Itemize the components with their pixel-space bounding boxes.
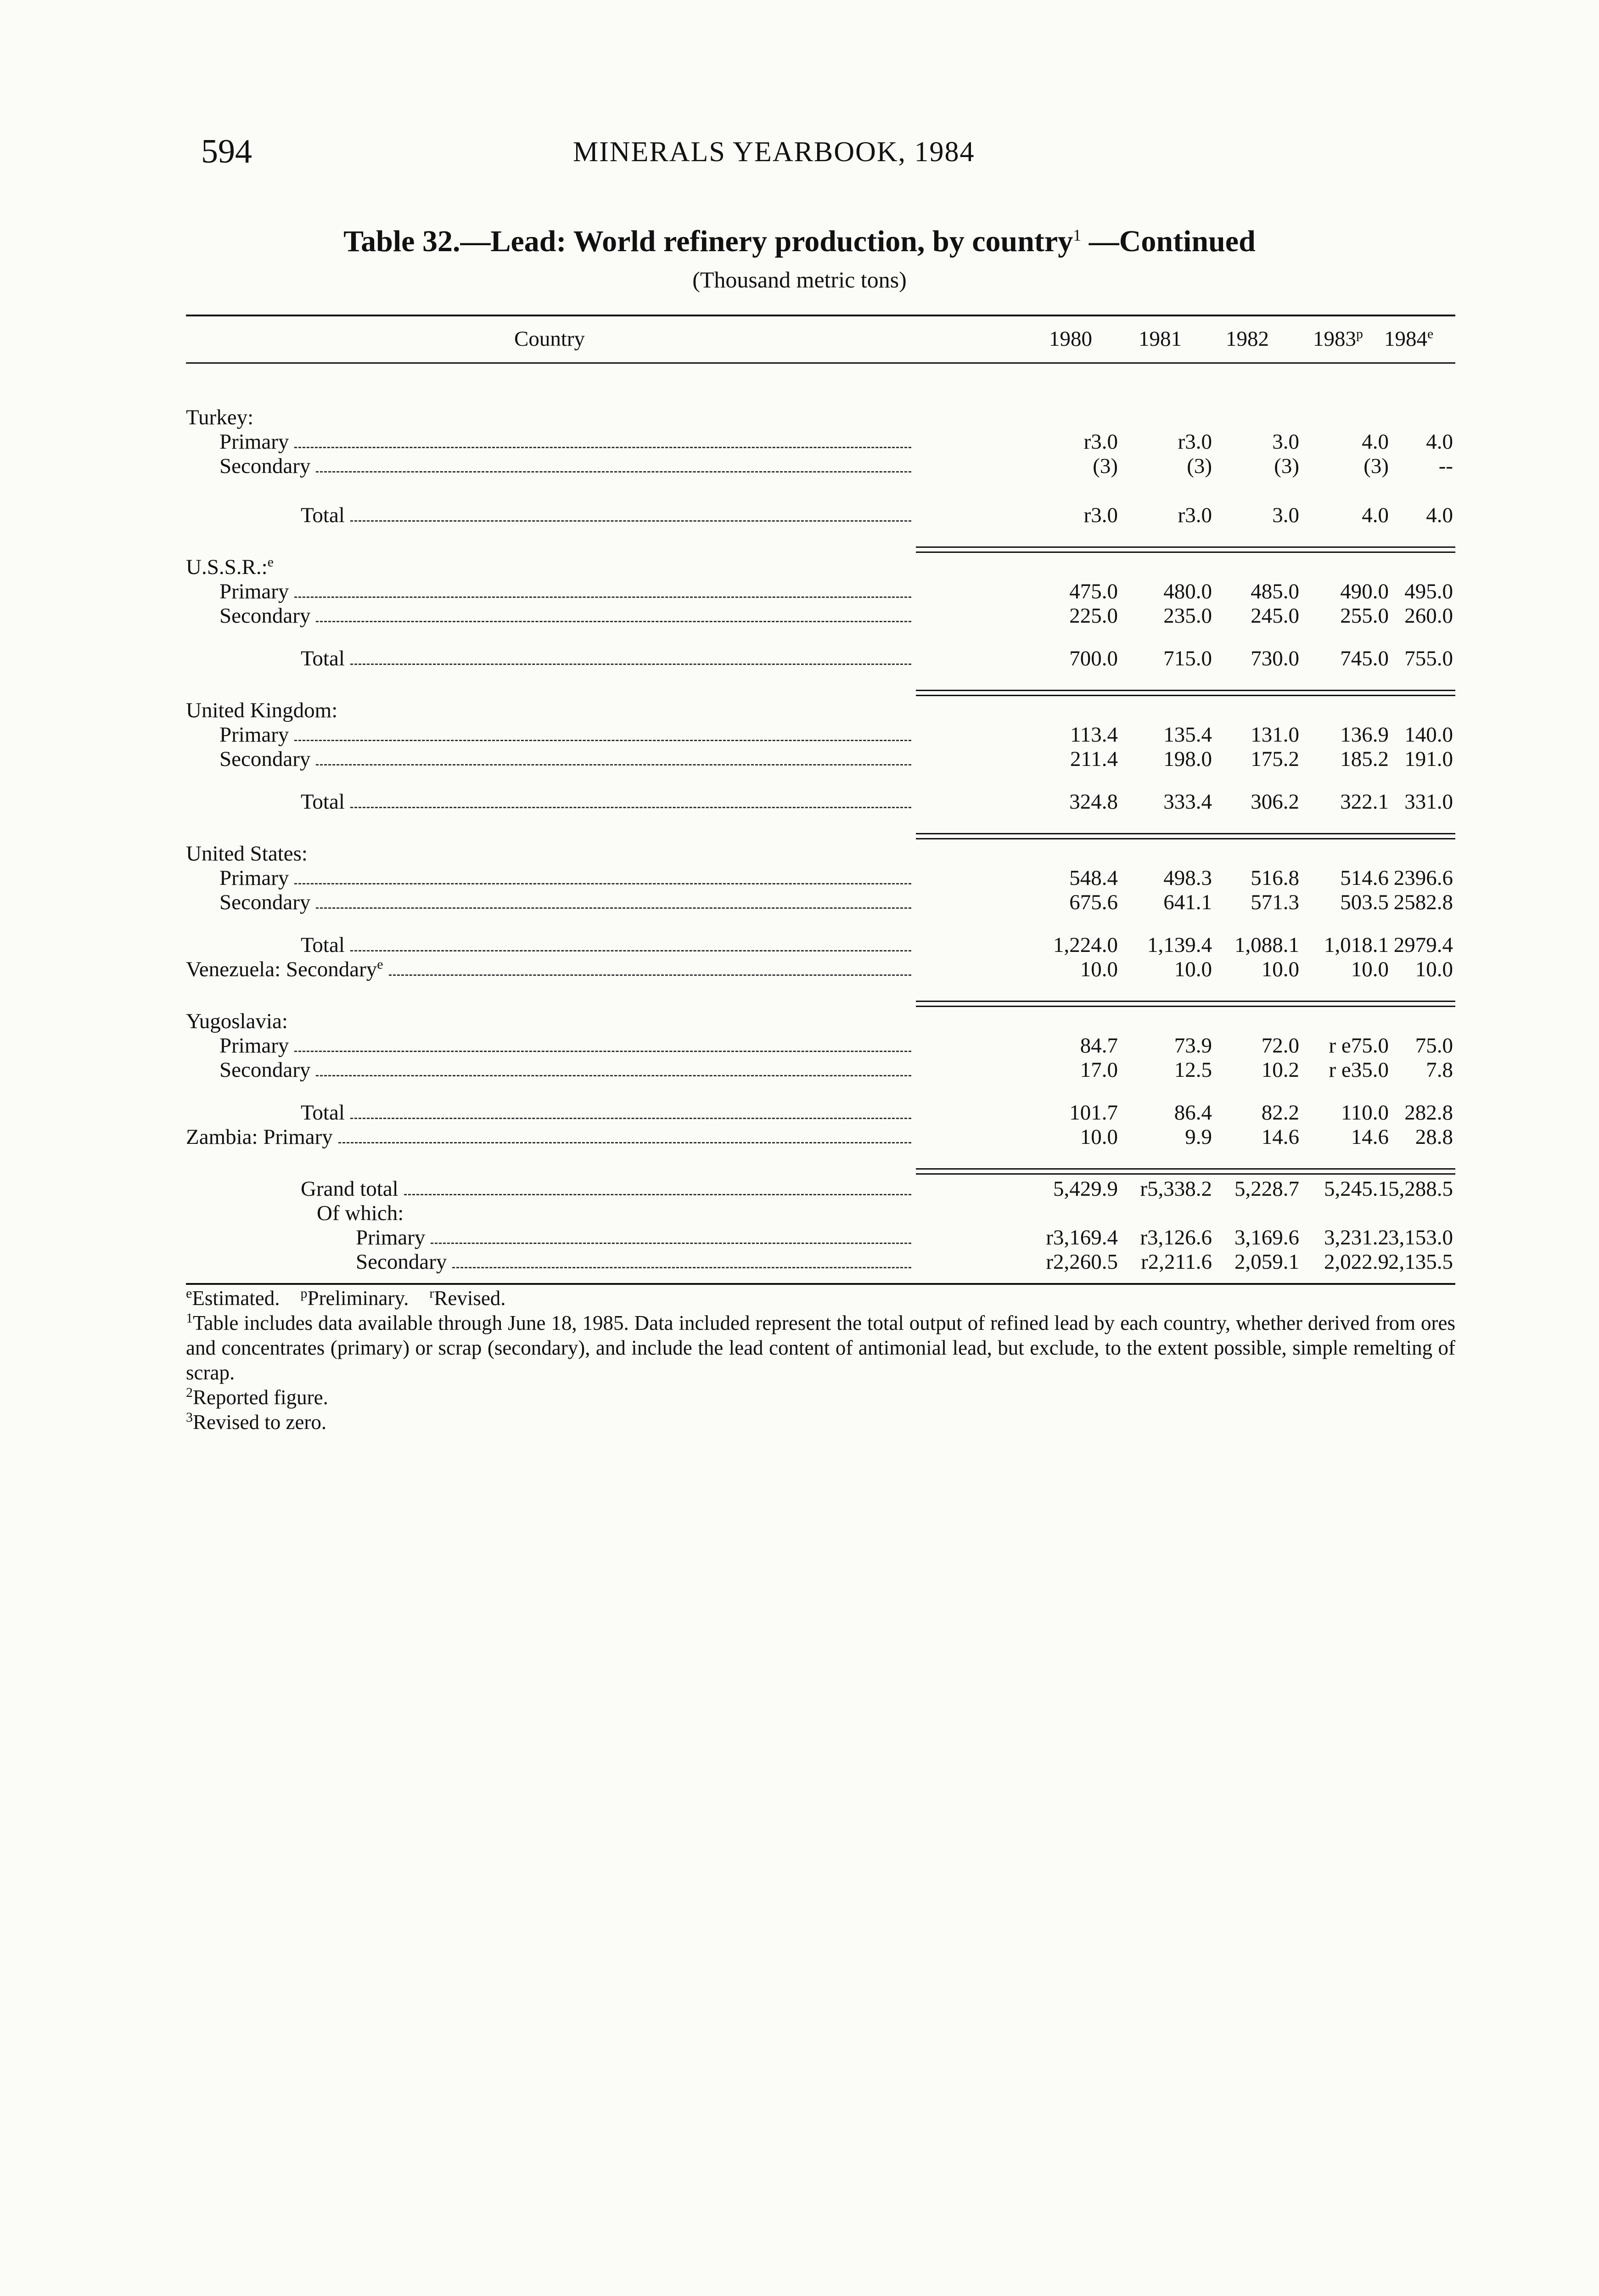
total-double-rule (186, 1000, 1455, 1009)
dot-leader (294, 1033, 911, 1058)
table-row (186, 603, 1455, 628)
row-label: Primary (356, 1226, 426, 1249)
group-heading: United Kingdom: (186, 698, 338, 722)
row-label: Total (301, 647, 345, 670)
value-cell: 514.6 (1340, 866, 1389, 890)
row-label: Primary (219, 866, 289, 890)
table-row (186, 722, 1455, 747)
total-double-rule (186, 832, 1455, 841)
value-cell: 191.0 (1404, 747, 1453, 771)
row-label: Primary (219, 430, 289, 454)
value-cell: r3,169.4 (1046, 1226, 1118, 1249)
value-cell: 84.7 (1080, 1034, 1118, 1058)
row-label: Venezuela: Secondary$^e$ (186, 957, 383, 981)
legend-line: $^e$Estimated. $^p$Preliminary. $^r$Revised. (186, 1286, 506, 1310)
value-cell: r3.0 (1178, 503, 1212, 527)
col-1980: 1980 (1049, 327, 1092, 351)
footnote-3: $^3$Revised to zero. (186, 1410, 327, 1434)
value-cell: r2,260.5 (1046, 1250, 1118, 1274)
row-label: Zambia: Primary (186, 1125, 333, 1149)
value-cell: 10.0 (1351, 957, 1389, 981)
value-cell: 10.0 (1261, 957, 1299, 981)
row-label: Grand total (301, 1177, 398, 1201)
running-head: MINERALS YEARBOOK, 1984 (573, 136, 975, 168)
group-heading: United States: (186, 842, 308, 866)
value-cell: r5,338.2 (1140, 1177, 1212, 1201)
country-header: Country (514, 327, 585, 351)
value-cell: 225.0 (1069, 604, 1118, 628)
value-cell: 75.0 (1415, 1034, 1453, 1058)
dot-leader (431, 1225, 911, 1249)
dot-leader (350, 646, 911, 670)
value-cell: 3,169.6 (1234, 1226, 1299, 1249)
value-cell: 110.0 (1341, 1101, 1389, 1125)
dot-leader (294, 722, 911, 747)
row-label: Total (301, 790, 345, 814)
total-double-rule (186, 546, 1455, 555)
dot-leader (316, 747, 911, 771)
dot-leader (350, 789, 911, 814)
dot-leader (404, 1176, 911, 1201)
value-cell: 5,228.7 (1234, 1177, 1299, 1201)
value-cell: 282.8 (1404, 1101, 1453, 1125)
row-label: Secondary (219, 747, 311, 771)
dot-leader (294, 579, 911, 603)
value-cell: 260.0 (1404, 604, 1453, 628)
total-double-rule (186, 1167, 1455, 1176)
value-cell: 715.0 (1163, 647, 1212, 670)
value-cell: 5,288.5 (1388, 1177, 1453, 1201)
value-cell: 14.6 (1261, 1125, 1299, 1149)
value-cell: 324.8 (1069, 790, 1118, 814)
table-row (186, 579, 1455, 603)
value-cell: 306.2 (1251, 790, 1299, 814)
table-row (186, 1225, 1455, 1249)
row-label: Secondary (219, 604, 311, 628)
value-cell: 503.5 (1340, 890, 1389, 914)
value-cell: (3) (1093, 454, 1118, 478)
dot-leader (350, 503, 911, 527)
value-cell: 495.0 (1404, 580, 1453, 603)
table-row (186, 1249, 1455, 1274)
col-1982: 1982 (1226, 327, 1269, 351)
total-row (186, 789, 1455, 814)
value-cell: 1,018.1 (1324, 933, 1389, 957)
value-cell: 73.9 (1174, 1034, 1212, 1058)
table-subtitle: (Thousand metric tons) (692, 267, 907, 293)
data-table (186, 315, 1455, 1285)
dot-leader (316, 454, 911, 478)
value-cell: 17.0 (1080, 1058, 1118, 1082)
value-cell: 131.0 (1251, 723, 1299, 747)
dot-leader (316, 603, 911, 628)
value-cell: 4.0 (1362, 430, 1389, 454)
grand-total-row (186, 1176, 1455, 1201)
value-cell: (3) (1274, 454, 1299, 478)
row-label: Secondary (219, 454, 311, 478)
table-row (186, 890, 1455, 914)
value-cell: 235.0 (1163, 604, 1212, 628)
value-cell: 140.0 (1404, 723, 1453, 747)
table-row (186, 957, 1455, 981)
value-cell: 9.9 (1185, 1125, 1212, 1149)
footnotes (186, 1286, 1455, 1435)
total-row (186, 933, 1455, 957)
value-cell: 245.0 (1251, 604, 1299, 628)
value-cell: 198.0 (1163, 747, 1212, 771)
value-cell: 3.0 (1272, 503, 1299, 527)
dot-leader (294, 429, 911, 454)
value-cell: 490.0 (1340, 580, 1389, 603)
value-cell: 498.3 (1163, 866, 1212, 890)
value-cell: 745.0 (1340, 647, 1389, 670)
value-cell: 5,245.1 (1324, 1177, 1389, 1201)
value-cell: 675.6 (1069, 890, 1118, 914)
value-cell: 2979.4 (1393, 933, 1453, 957)
value-cell: 755.0 (1404, 647, 1453, 670)
value-cell: r3.0 (1083, 430, 1118, 454)
dot-leader (316, 1058, 911, 1082)
value-cell: 12.5 (1174, 1058, 1212, 1082)
row-label: Total (301, 933, 345, 957)
value-cell: 2,022.9 (1324, 1250, 1389, 1274)
subtotal-rule (186, 478, 1455, 484)
group-heading: U.S.S.R.:$^e$ (186, 554, 274, 579)
value-cell: 2396.6 (1393, 866, 1453, 890)
value-cell: 641.1 (1163, 890, 1212, 914)
value-cell: 211.4 (1070, 747, 1118, 771)
value-cell: 113.4 (1070, 723, 1118, 747)
value-cell: 7.8 (1426, 1058, 1453, 1082)
value-cell: 28.8 (1415, 1125, 1453, 1149)
page-number: 594 (201, 133, 252, 170)
value-cell: 331.0 (1404, 790, 1453, 814)
table-row (186, 429, 1455, 454)
col-1983: 1983$^p$ (1313, 326, 1363, 351)
value-cell: 1,224.0 (1053, 933, 1118, 957)
value-cell: (3) (1187, 454, 1212, 478)
value-cell: 3,231.2 (1324, 1226, 1389, 1249)
total-row (186, 1100, 1455, 1125)
footnote-2: $^2$Reported figure. (186, 1385, 328, 1409)
value-cell: 548.4 (1069, 866, 1118, 890)
value-cell: r e35.0 (1329, 1058, 1389, 1082)
row-label: Secondary (356, 1250, 447, 1274)
col-1981: 1981 (1139, 327, 1182, 351)
value-cell: 1,139.4 (1147, 933, 1212, 957)
value-cell: 185.2 (1340, 747, 1389, 771)
table-row (186, 454, 1455, 478)
row-label: Secondary (219, 890, 311, 914)
dot-leader (294, 866, 911, 890)
dot-leader (452, 1249, 911, 1274)
value-cell: 72.0 (1261, 1034, 1299, 1058)
value-cell: 86.4 (1174, 1101, 1212, 1125)
value-cell: 4.0 (1426, 503, 1453, 527)
value-cell: 700.0 (1069, 647, 1118, 670)
value-cell: 2582.8 (1393, 890, 1453, 914)
bottom-rule (186, 1283, 1455, 1285)
value-cell: 2,135.5 (1388, 1250, 1453, 1274)
row-label: Primary (219, 580, 289, 603)
total-row (186, 503, 1455, 527)
value-cell: 82.2 (1261, 1101, 1299, 1125)
col-1984: 1984e (1384, 326, 1434, 351)
row-label: Total (301, 503, 345, 527)
table-row (186, 1058, 1455, 1082)
table-row (186, 1125, 1455, 1149)
table-row (186, 1033, 1455, 1058)
value-cell: 3.0 (1272, 430, 1299, 454)
header-row (186, 316, 1455, 362)
value-cell: r3,126.6 (1140, 1226, 1212, 1249)
value-cell: 2,059.1 (1234, 1250, 1299, 1274)
row-label: Total (301, 1101, 345, 1125)
value-cell: 322.1 (1340, 790, 1389, 814)
total-row (186, 646, 1455, 670)
value-cell: r3.0 (1178, 430, 1212, 454)
value-cell: (3) (1363, 454, 1389, 478)
value-cell: 136.9 (1340, 723, 1389, 747)
value-cell: 255.0 (1340, 604, 1389, 628)
dot-leader (350, 933, 911, 957)
value-cell: 730.0 (1251, 647, 1299, 670)
value-cell: 516.8 (1251, 866, 1299, 890)
value-cell: 10.2 (1261, 1058, 1299, 1082)
dot-leader (350, 1100, 911, 1125)
table-row (186, 866, 1455, 890)
value-cell: 475.0 (1069, 580, 1118, 603)
footnote-1: $^1$Table includes data available through June 18, 1985. Data included represent the total output of refined lead by each country, whether derived from ores and concentrates (primary) or scrap (secondary), and include the lead content of antimonial lead, but exclude, to the extent possible, simple remelting of scrap. (186, 1311, 1455, 1384)
dot-leader (389, 957, 911, 981)
value-cell: 175.2 (1251, 747, 1299, 771)
value-cell: 10.0 (1174, 957, 1212, 981)
value-cell: 1,088.1 (1234, 933, 1299, 957)
value-cell: 10.0 (1080, 957, 1118, 981)
value-cell: 571.3 (1251, 890, 1299, 914)
value-cell: r2,211.6 (1141, 1250, 1212, 1274)
value-cell: 4.0 (1426, 430, 1453, 454)
dot-leader (338, 1125, 911, 1149)
value-cell: 485.0 (1251, 580, 1299, 603)
row-label: Primary (219, 723, 289, 747)
value-cell: -- (1438, 454, 1453, 478)
group-heading: Turkey: (186, 405, 254, 429)
total-double-rule (186, 689, 1455, 698)
value-cell: 10.0 (1415, 957, 1453, 981)
table-title: Table 32.—Lead: World refinery production, by country$^1$ —Continued (343, 225, 1256, 258)
value-cell: 5,429.9 (1053, 1177, 1118, 1201)
value-cell: 135.4 (1163, 723, 1212, 747)
value-cell: 101.7 (1069, 1101, 1118, 1125)
value-cell: r e75.0 (1329, 1034, 1389, 1058)
row-label: Secondary (219, 1058, 311, 1082)
value-cell: 4.0 (1362, 503, 1389, 527)
value-cell: 480.0 (1163, 580, 1212, 603)
value-cell: 14.6 (1351, 1125, 1389, 1149)
value-cell: 333.4 (1163, 790, 1212, 814)
value-cell: r3.0 (1083, 503, 1118, 527)
value-cell: 3,153.0 (1388, 1226, 1453, 1249)
value-cell: 10.0 (1080, 1125, 1118, 1149)
table-row (186, 747, 1455, 771)
dot-leader (316, 890, 911, 914)
of-which-label: Of which: (317, 1201, 404, 1225)
group-heading: Yugoslavia: (186, 1009, 288, 1033)
row-label: Primary (219, 1034, 289, 1058)
